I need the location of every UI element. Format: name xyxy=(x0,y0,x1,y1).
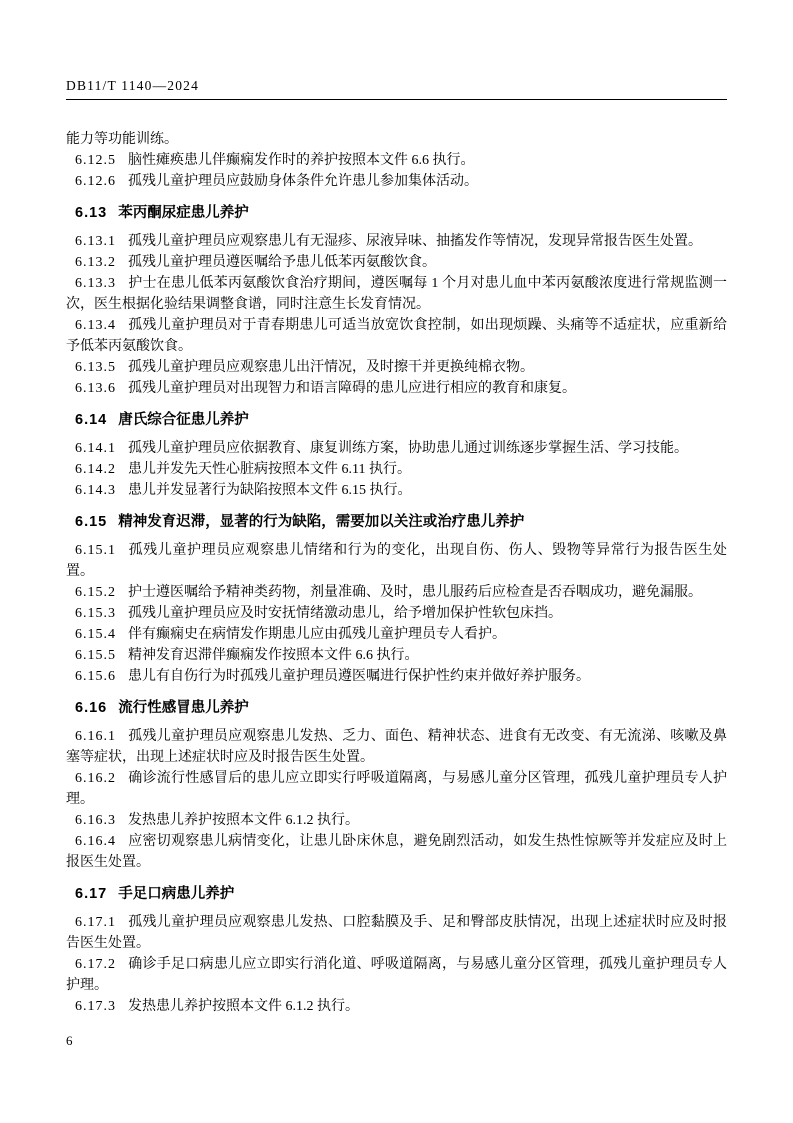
clause-text: 应密切观察患儿病情变化，让患儿卧床休息，避免剧烈活动，如发生热性惊厥等并发症应及时上报医生处置。 xyxy=(66,834,727,870)
clause-6-13-6 xyxy=(66,378,727,399)
clause-6-13-5 xyxy=(66,357,727,378)
clause-number: 6.15.3 xyxy=(75,606,116,621)
clause-number: 6.16.3 xyxy=(75,813,116,828)
clause-number: 6.16.1 xyxy=(75,729,116,744)
section-heading-6-14 xyxy=(66,410,727,431)
clause-6-16-4 xyxy=(66,831,727,873)
clause-number: 6.14.1 xyxy=(75,441,116,456)
section-number: 6.16 xyxy=(75,700,108,716)
standard-number: DB11/T 1140—2024 xyxy=(66,78,200,93)
section-title: 手足口病患儿养护 xyxy=(118,886,235,902)
clause-text: 脑性瘫痪患儿伴癫痫发作时的养护按照本文件 6.6 执行。 xyxy=(128,153,475,168)
section-heading-6-17 xyxy=(66,884,727,905)
clause-6-15-6 xyxy=(66,666,727,687)
section-number: 6.13 xyxy=(75,205,108,221)
clause-6-13-4 xyxy=(66,315,727,357)
clause-number: 6.17.1 xyxy=(75,915,116,930)
clause-number: 6.13.4 xyxy=(75,318,116,333)
clause-text: 护士在患儿低苯丙氨酸饮食治疗期间，遵医嘱每 1 个月对患儿血中苯丙氨酸浓度进行常规监测一次，医生根据化验结果调整食谱，同时注意生长发育情况。 xyxy=(66,276,727,312)
clause-number: 6.15.5 xyxy=(75,648,116,663)
clause-text: 孤残儿童护理员对于青春期患儿可适当放宽饮食控制，如出现烦躁、头痛等不适症状，应重新给予低苯丙氨酸饮食。 xyxy=(66,318,727,354)
clause-text: 发热患儿养护按照本文件 6.1.2 执行。 xyxy=(128,999,359,1014)
clause-number: 6.17.3 xyxy=(75,999,116,1014)
continuation-paragraph: 能力等功能训练。 xyxy=(66,132,178,147)
clause-number: 6.16.2 xyxy=(75,771,116,786)
clause-number: 6.13.6 xyxy=(75,381,116,396)
section-number: 6.17 xyxy=(75,886,108,902)
clause-text: 孤残儿童护理员对出现智力和语言障碍的患儿应进行相应的教育和康复。 xyxy=(128,381,576,396)
clause-text: 伴有癫痫史在病情发作期患儿应由孤残儿童护理员专人看护。 xyxy=(128,627,506,642)
clause-6-16-1 xyxy=(66,726,727,768)
clause-text: 孤残儿童护理员遵医嘱给予患儿低苯丙氨酸饮食。 xyxy=(128,255,436,270)
clause-text: 孤残儿童护理员应观察患儿有无湿疹、尿液异味、抽搐发作等情况，发现异常报告医生处置。 xyxy=(128,234,702,249)
clause-6-13-1 xyxy=(66,231,727,252)
clause-number: 6.13.5 xyxy=(75,360,116,375)
section-heading-6-13 xyxy=(66,203,727,224)
section-title: 精神发育迟滞，显著的行为缺陷，需要加以关注或治疗患儿养护 xyxy=(118,514,525,530)
clause-number: 6.13.1 xyxy=(75,234,116,249)
clause-text: 孤残儿童护理员应鼓励身体条件允许患儿参加集体活动。 xyxy=(128,174,478,189)
clause-number: 6.16.4 xyxy=(75,834,116,849)
clause-text: 孤残儿童护理员应及时安抚情绪激动患儿，给予增加保护性软包床挡。 xyxy=(128,606,562,621)
clause-6-14-3 xyxy=(66,480,727,501)
clause-number: 6.17.2 xyxy=(75,957,116,972)
clause-6-15-3 xyxy=(66,603,727,624)
clause-number: 6.12.6 xyxy=(75,174,116,189)
clause-text: 孤残儿童护理员应观察患儿情绪和行为的变化，出现自伤、伤人、毁物等异常行为报告医生处置。 xyxy=(66,543,727,579)
clause-text: 患儿有自伤行为时孤残儿童护理员遵医嘱进行保护性约束并做好养护服务。 xyxy=(128,669,590,684)
clause-text: 护士遵医嘱给予精神类药物，剂量准确、及时，患儿服药后应检查是否吞咽成功，避免漏服。 xyxy=(128,585,702,600)
clause-text: 患儿并发显著行为缺陷按照本文件 6.15 执行。 xyxy=(128,483,412,498)
section-title: 流行性感冒患儿养护 xyxy=(118,700,249,716)
clause-text: 确诊手足口病患儿应立即实行消化道、呼吸道隔离，与易感儿童分区管理，孤残儿童护理员专人护理。 xyxy=(66,957,727,993)
clause-6-14-2 xyxy=(66,459,727,480)
clause-number: 6.13.2 xyxy=(75,255,116,270)
clause-6-15-5 xyxy=(66,645,727,666)
clause-6-14-1 xyxy=(66,438,727,459)
clause-text: 孤残儿童护理员应观察患儿发热、乏力、面色、精神状态、进食有无改变、有无流涕、咳嗽及鼻塞等症状，出现上述症状时应及时报告医生处置。 xyxy=(66,729,727,765)
clause-6-13-3 xyxy=(66,273,727,315)
section-heading-6-15 xyxy=(66,512,727,533)
document-content xyxy=(66,129,727,1017)
clause-6-15-1 xyxy=(66,540,727,582)
page-number: 6 xyxy=(66,1033,73,1048)
section-number: 6.15 xyxy=(75,514,108,530)
page-header xyxy=(66,78,727,94)
clause-number: 6.12.5 xyxy=(75,153,116,168)
clause-6-12-5 xyxy=(66,150,727,171)
clause-text: 患儿并发先天性心脏病按照本文件 6.11 执行。 xyxy=(128,462,411,477)
clause-text: 孤残儿童护理员应观察患儿发热、口腔黏膜及手、足和臀部皮肤情况，出现上述症状时应及时报告医生处置。 xyxy=(66,915,727,951)
clause-text: 孤残儿童护理员应观察患儿出汗情况，及时擦干并更换纯棉衣物。 xyxy=(128,360,534,375)
section-title: 唐氏综合征患儿养护 xyxy=(118,412,249,428)
clause-number: 6.14.3 xyxy=(75,483,116,498)
clause-6-12-6 xyxy=(66,171,727,192)
clause-text: 精神发育迟滞伴癫痫发作按照本文件 6.6 执行。 xyxy=(128,648,419,663)
clause-6-17-2 xyxy=(66,954,727,996)
clause-text: 发热患儿养护按照本文件 6.1.2 执行。 xyxy=(128,813,359,828)
clause-text: 孤残儿童护理员应依据教育、康复训练方案，协助患儿通过训练逐步掌握生活、学习技能。 xyxy=(128,441,688,456)
clause-number: 6.15.2 xyxy=(75,585,116,600)
clause-6-15-4 xyxy=(66,624,727,645)
page-footer xyxy=(66,1033,73,1049)
clause-6-13-2 xyxy=(66,252,727,273)
clause-text: 确诊流行性感冒后的患儿应立即实行呼吸道隔离，与易感儿童分区管理，孤残儿童护理员专人护理。 xyxy=(66,771,727,807)
clause-number: 6.15.1 xyxy=(75,543,116,558)
section-heading-6-16 xyxy=(66,698,727,719)
clause-6-15-2 xyxy=(66,582,727,603)
clause-number: 6.15.4 xyxy=(75,627,116,642)
clause-number: 6.15.6 xyxy=(75,669,116,684)
clause-6-16-2 xyxy=(66,768,727,810)
clause-6-16-3 xyxy=(66,810,727,831)
header-rule xyxy=(66,99,727,100)
clause-6-17-1 xyxy=(66,912,727,954)
section-title: 苯丙酮尿症患儿养护 xyxy=(118,205,249,221)
clause-number: 6.14.2 xyxy=(75,462,116,477)
clause-number: 6.13.3 xyxy=(75,276,116,291)
section-number: 6.14 xyxy=(75,412,108,428)
clause-6-17-3 xyxy=(66,996,727,1017)
